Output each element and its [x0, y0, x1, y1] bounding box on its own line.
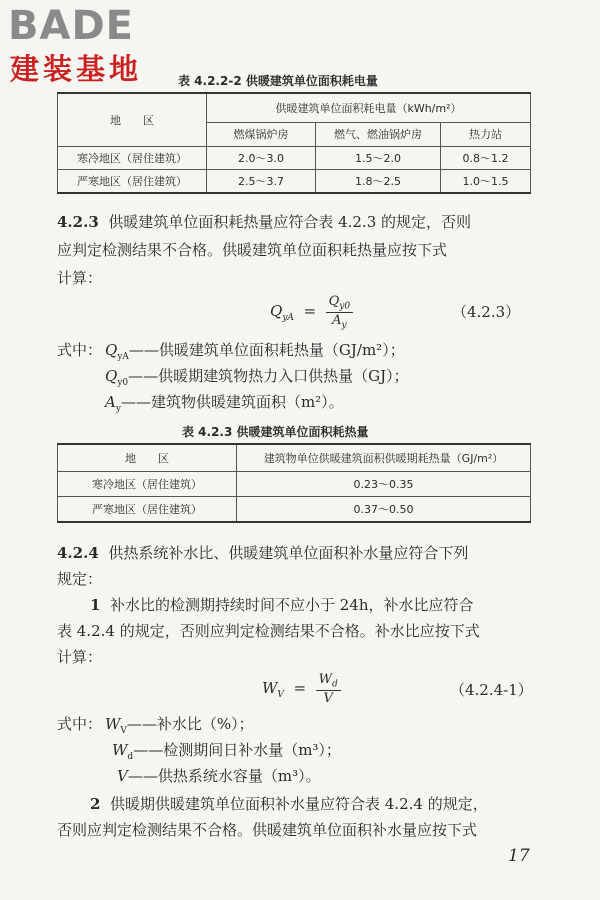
def-symbol: W: [105, 715, 121, 733]
eq-lhs: Q: [270, 302, 283, 321]
paragraph-text: 供暖期供暖建筑单位面积补水量应符合表 4.2.4 的规定，: [109, 795, 488, 813]
table2-header-value: 建筑物单位供暖建筑面积供暖期耗热量（GJ/m²）: [237, 444, 531, 472]
section-number: 4.2.3: [57, 213, 99, 231]
def-symbol: Q: [105, 341, 118, 359]
definition-item: [112, 740, 341, 767]
equation-label: （4.2.3）: [452, 303, 521, 321]
eq-numerator-sub: y0: [339, 301, 351, 312]
table1-subheader: 燃煤锅炉房: [207, 122, 316, 146]
item-number: 2: [90, 795, 101, 813]
item1-line1: [90, 595, 474, 615]
equation-4-2-4-1: $W_V$ = $\frac{W_d}{V}$: [262, 672, 341, 706]
paragraph-text: 供热系统补水比、供暖建筑单位面积补水量应符合下列: [108, 544, 469, 562]
paragraph-text: 规定：: [57, 570, 103, 588]
table-row: [58, 472, 531, 497]
table1-subheader: 燃气、燃油锅炉房: [316, 122, 441, 146]
table-cell: 0.8～1.2: [441, 147, 531, 170]
definition-item: [117, 766, 321, 786]
paragraph-text: 供暖建筑单位面积耗热量应符合表 4.2.3 的规定，否则: [108, 213, 472, 231]
table2-header-region: 地 区: [58, 444, 237, 472]
def-symbol: Q: [105, 367, 118, 385]
table-cell: 严寒地区（居住建筑）: [58, 170, 207, 194]
table1-caption: 表 4.2.2-2 供暖建筑单位面积耗电量: [178, 74, 378, 88]
def-text: ——建筑物供暖建筑面积（m²）。: [120, 393, 344, 411]
equation-4-2-3: $Q_{yA}$ = $\frac{Q_{y0}}{A_y}$: [270, 294, 353, 330]
table-cell: 1.0～1.5: [441, 170, 531, 194]
definition-item: [105, 366, 409, 393]
table-cell: 0.37～0.50: [237, 497, 531, 523]
eq-denominator: V: [323, 690, 333, 706]
def-symbol: V: [117, 767, 128, 785]
table-cell: 0.23～0.35: [237, 472, 531, 497]
table2: [57, 443, 531, 523]
where-label: 式中：: [57, 341, 103, 359]
eq-denominator-sub: y: [341, 320, 347, 331]
table-cell: 严寒地区（居住建筑）: [58, 497, 237, 523]
paragraph-text: 表 4.2.4 的规定，否则应判定检测结果不合格。补水比应按下式: [57, 622, 480, 640]
item-number: 1: [90, 596, 101, 614]
section-4-2-3-line1: [57, 212, 471, 232]
def-sub: d: [127, 752, 134, 762]
def-sub: y: [115, 404, 121, 414]
eq-numerator: Q: [328, 294, 340, 309]
def-text: ——供暖建筑单位面积耗热量（GJ/m²）；: [128, 341, 405, 359]
def-symbol: W: [112, 741, 128, 759]
eq-lhs: W: [262, 678, 278, 697]
paragraph-text: 应判定检测结果不合格。供暖建筑单位面积耗热量应按下式: [57, 241, 448, 259]
paragraph-text: 计算：: [57, 648, 103, 666]
paragraph-text: 补水比的检测期持续时间不应小于 24h，补水比应符合: [109, 596, 474, 614]
eq-numerator: W: [318, 672, 332, 687]
def-text: ——检测期间日补水量（m³）；: [133, 741, 341, 759]
table1-header-group: 供暖建筑单位面积耗电量（kWh/m²）: [207, 93, 531, 122]
item2-line1: [90, 794, 488, 814]
def-text: ——补水比（%）；: [126, 715, 254, 733]
table-cell: 1.8～2.5: [316, 170, 441, 194]
eq-lhs-sub: yA: [282, 313, 294, 324]
paragraph-text: 否则应判定检测结果不合格。供暖建筑单位面积补水量应按下式: [57, 821, 478, 839]
table-cell: 寒冷地区（居住建筑）: [58, 472, 237, 497]
table-row: [58, 497, 531, 523]
section-4-2-4-line1: [57, 543, 468, 563]
def-sub: yA: [117, 352, 129, 362]
table-cell: 2.0～3.0: [207, 147, 316, 170]
where-label: 式中：: [57, 715, 103, 733]
definition-item: [105, 392, 344, 419]
paragraph-text: 计算：: [57, 269, 103, 287]
table1: [57, 92, 531, 194]
def-sub: y0: [117, 378, 129, 388]
page-number: 17: [508, 846, 530, 866]
table-row: [58, 170, 531, 194]
eq-numerator-sub: d: [331, 679, 338, 690]
table-cell: 2.5～3.7: [207, 170, 316, 194]
table1-header-region: 地 区: [58, 93, 207, 147]
eq-lhs-sub: V: [277, 689, 284, 700]
def-sub: V: [120, 726, 127, 736]
eq-denominator: A: [332, 312, 342, 328]
def-symbol: A: [105, 393, 116, 411]
table-cell: 1.5～2.0: [316, 147, 441, 170]
def-text: ——供热系统水容量（m³）。: [127, 767, 321, 785]
logo-subtitle: 建装基地: [10, 52, 143, 86]
eq-fraction: [316, 672, 341, 706]
table1-subheader: 热力站: [441, 122, 531, 146]
table-row: [58, 147, 531, 170]
table-cell: 寒冷地区（居住建筑）: [58, 147, 207, 170]
eq-fraction: [326, 294, 353, 330]
definition-item: [105, 714, 254, 741]
def-text: ——供暖期建筑物热力入口供热量（GJ）；: [128, 367, 409, 385]
section-number: 4.2.4: [57, 544, 99, 562]
logo-text: BADE: [8, 3, 134, 49]
equation-label: （4.2.4-1）: [450, 681, 533, 699]
definition-item: [105, 340, 405, 367]
table2-caption: 表 4.2.3 供暖建筑单位面积耗热量: [182, 425, 369, 439]
